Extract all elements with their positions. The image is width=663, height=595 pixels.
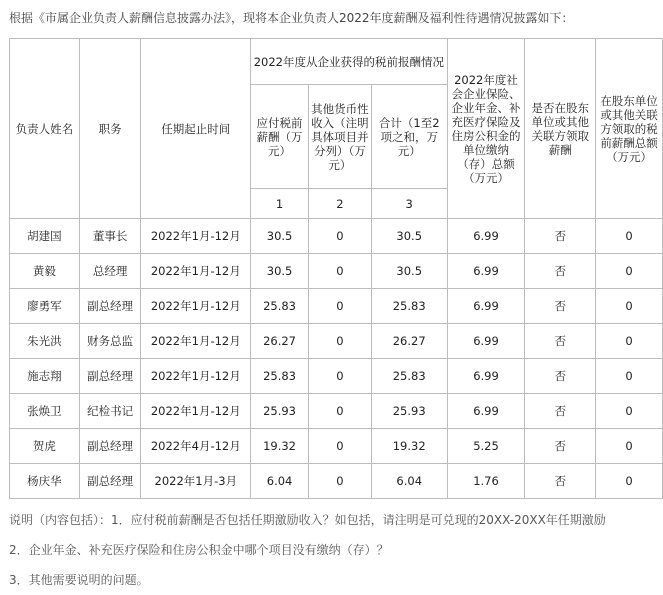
cell-total: 25.83 — [371, 359, 447, 394]
cell-other: 0 — [309, 359, 372, 394]
table-row — [10, 464, 663, 499]
cell-term: 2022年1月-3月 — [141, 464, 251, 499]
cell-insurance: 6.99 — [447, 219, 525, 254]
table-row — [10, 324, 663, 359]
header-position: 职务 — [79, 39, 141, 219]
table-row — [10, 394, 663, 429]
cell-salary: 25.93 — [251, 394, 309, 429]
cell-total: 26.27 — [371, 324, 447, 359]
cell-amount: 0 — [596, 429, 663, 464]
header-name: 负责人姓名 — [10, 39, 80, 219]
cell-position: 副总经理 — [79, 464, 141, 499]
cell-other: 0 — [309, 394, 372, 429]
cell-name: 黄毅 — [10, 254, 80, 289]
cell-position: 副总经理 — [79, 429, 141, 464]
cell-shareholder: 否 — [525, 429, 596, 464]
cell-total: 19.32 — [371, 429, 447, 464]
cell-term: 2022年4月-12月 — [141, 429, 251, 464]
note-1: 说明（内容包括）：1．应付税前薪酬是否包括任期激励收入？如包括，请注明是可兑现的20XX-20XX年任期激励 — [9, 513, 606, 527]
cell-insurance: 6.99 — [447, 254, 525, 289]
cell-shareholder: 否 — [525, 394, 596, 429]
cell-name: 杨庆华 — [10, 464, 80, 499]
cell-insurance: 6.99 — [447, 289, 525, 324]
cell-position: 总经理 — [79, 254, 141, 289]
cell-term: 2022年1月-12月 — [141, 324, 251, 359]
cell-total: 6.04 — [371, 464, 447, 499]
cell-total: 30.5 — [371, 254, 447, 289]
cell-position: 董事长 — [79, 219, 141, 254]
cell-total: 25.93 — [371, 394, 447, 429]
cell-name: 胡建国 — [10, 219, 80, 254]
cell-shareholder: 否 — [525, 359, 596, 394]
cell-insurance: 6.99 — [447, 324, 525, 359]
note-3: 3．其他需要说明的问题。 — [9, 573, 149, 587]
cell-shareholder: 否 — [525, 324, 596, 359]
cell-total: 30.5 — [371, 219, 447, 254]
cell-position: 财务总监 — [79, 324, 141, 359]
cell-term: 2022年1月-12月 — [141, 254, 251, 289]
header-pretax-group: 2022年度从企业获得的税前报酬情况 — [251, 39, 448, 85]
cell-salary: 19.32 — [251, 429, 309, 464]
cell-salary: 6.04 — [251, 464, 309, 499]
header-total: 合计（1至2项之和，万元） — [371, 85, 447, 189]
cell-position: 副总经理 — [79, 289, 141, 324]
cell-other: 0 — [309, 464, 372, 499]
cell-term: 2022年1月-12月 — [141, 289, 251, 324]
cell-other: 0 — [309, 289, 372, 324]
salary-disclosure-table — [9, 38, 663, 499]
cell-total: 25.83 — [371, 289, 447, 324]
table-row — [10, 429, 663, 464]
cell-shareholder: 否 — [525, 289, 596, 324]
cell-insurance: 6.99 — [447, 394, 525, 429]
table-row — [10, 359, 663, 394]
intro-text: 根据《市属企业负责人薪酬信息披露办法》，现将本企业负责人2022年度薪酬及福利性待遇情况披露如下： — [9, 11, 574, 25]
cell-amount: 0 — [596, 219, 663, 254]
cell-other: 0 — [309, 324, 372, 359]
cell-salary: 25.83 — [251, 289, 309, 324]
cell-amount: 0 — [596, 324, 663, 359]
cell-amount: 0 — [596, 289, 663, 324]
cell-name: 张焕卫 — [10, 394, 80, 429]
header-shareholder-amount: 在股东单位或其他关联方领取的税前薪酬总额（万元） — [596, 39, 663, 219]
cell-name: 施志翔 — [10, 359, 80, 394]
cell-amount: 0 — [596, 254, 663, 289]
cell-position: 纪检书记 — [79, 394, 141, 429]
cell-position: 副总经理 — [79, 359, 141, 394]
cell-shareholder: 否 — [525, 464, 596, 499]
header-insurance: 2022年度社会企业保险、企业年金、补充医疗保险及住房公积金的单位缴纳（存）总额（万元） — [447, 39, 525, 219]
cell-name: 朱光洪 — [10, 324, 80, 359]
cell-name: 贺虎 — [10, 429, 80, 464]
header-other-income: 其他货币性收入（注明具体项目并分列）（万元） — [309, 85, 372, 189]
header-salary: 应付税前薪酬（万元） — [251, 85, 309, 189]
cell-insurance: 1.76 — [447, 464, 525, 499]
cell-other: 0 — [309, 254, 372, 289]
note-2: 2．企业年金、补充医疗保险和住房公积金中哪个项目没有缴纳（存）？ — [9, 543, 389, 557]
header-shareholder: 是否在股东单位或其他关联方领取薪酬 — [525, 39, 596, 219]
cell-term: 2022年1月-12月 — [141, 394, 251, 429]
cell-term: 2022年1月-12月 — [141, 219, 251, 254]
header-col-num-3: 3 — [371, 189, 447, 219]
cell-salary: 26.27 — [251, 324, 309, 359]
cell-amount: 0 — [596, 464, 663, 499]
cell-insurance: 6.99 — [447, 359, 525, 394]
cell-salary: 30.5 — [251, 254, 309, 289]
cell-salary: 25.83 — [251, 359, 309, 394]
cell-other: 0 — [309, 219, 372, 254]
cell-shareholder: 否 — [525, 219, 596, 254]
cell-amount: 0 — [596, 394, 663, 429]
cell-term: 2022年1月-12月 — [141, 359, 251, 394]
cell-insurance: 5.25 — [447, 429, 525, 464]
table-row — [10, 219, 663, 254]
cell-name: 廖勇军 — [10, 289, 80, 324]
header-col-num-2: 2 — [309, 189, 372, 219]
cell-amount: 0 — [596, 359, 663, 394]
table-row — [10, 289, 663, 324]
table-row — [10, 254, 663, 289]
header-col-num-1: 1 — [251, 189, 309, 219]
cell-salary: 30.5 — [251, 219, 309, 254]
cell-other: 0 — [309, 429, 372, 464]
header-term: 任期起止时间 — [141, 39, 251, 219]
cell-shareholder: 否 — [525, 254, 596, 289]
